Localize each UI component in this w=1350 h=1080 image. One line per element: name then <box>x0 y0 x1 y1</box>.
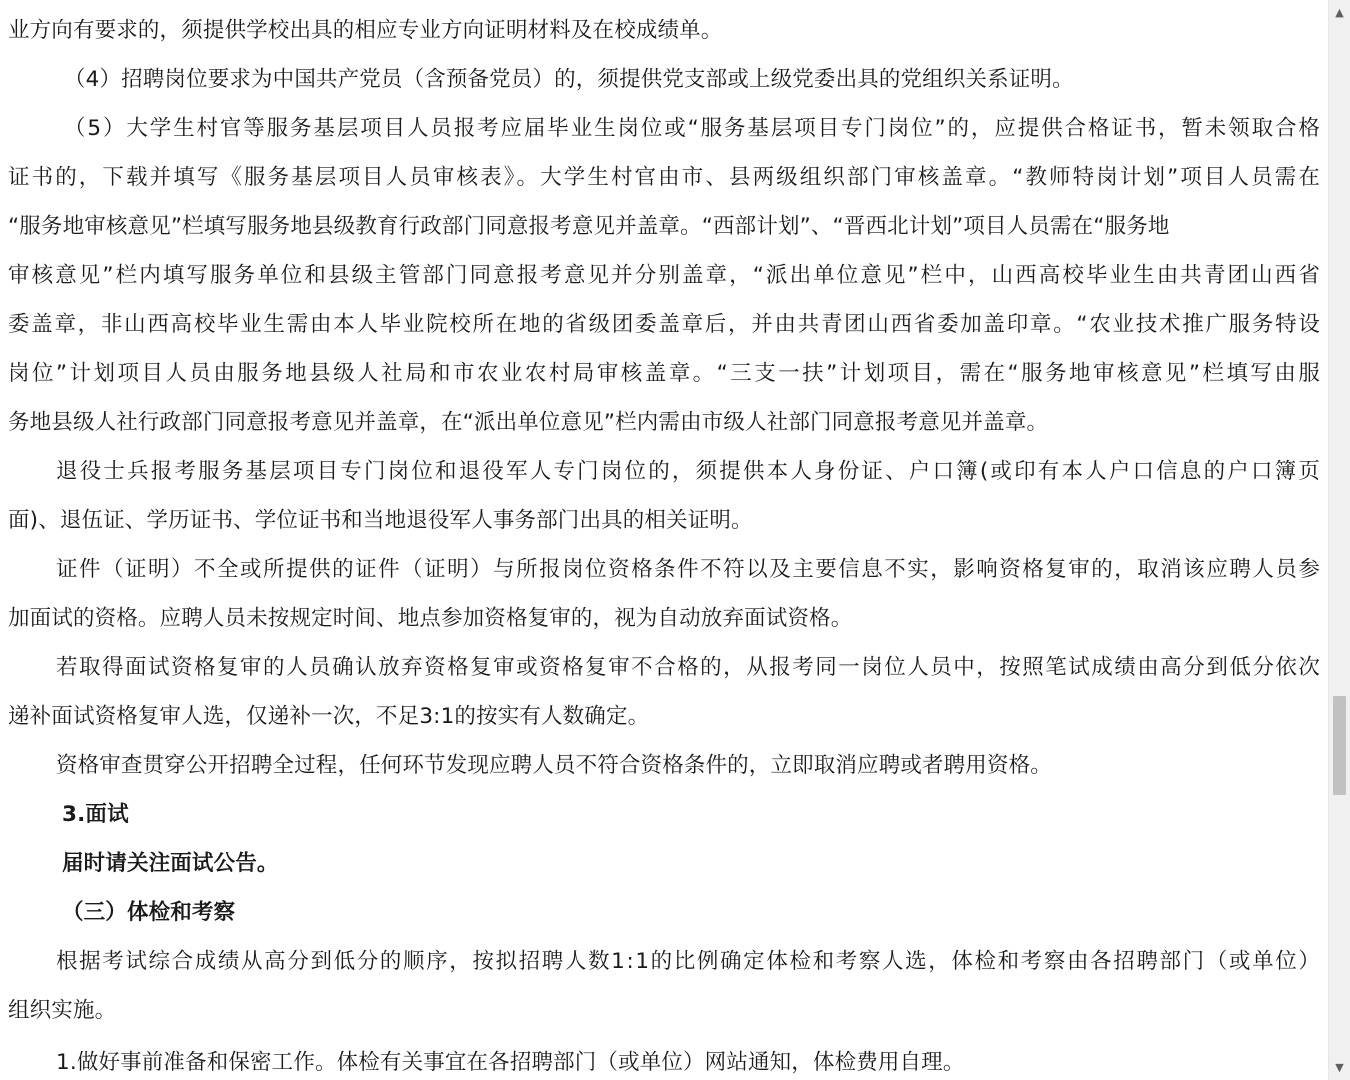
paragraph-line: 加面试的资格。应聘人员未按规定时间、地点参加资格复审的，视为自动放弃面试资格。 <box>8 606 853 631</box>
paragraph-line: 资格审查贯穿公开招聘全过程，任何环节发现应聘人员不符合资格条件的，立即取消应聘或者聘用资格。 <box>56 753 1052 778</box>
scroll-up-arrow-icon[interactable]: ▲ <box>1335 6 1344 19</box>
paragraph-line: 1.做好事前准备和保密工作。体检有关事宜在各招聘部门（或单位）网站通知，体检费用自理。 <box>56 1050 965 1075</box>
paragraph-line: （4）招聘岗位要求为中国共产党员（含预备党员）的，须提供党支部或上级党委出具的党组织关系证明。 <box>64 67 1074 92</box>
paragraph-line: 根据考试综合成绩从高分到低分的顺序，按拟招聘人数1:1的比例确定体检和考察人选，体检和考察由各招聘部门（或单位） <box>56 949 1322 974</box>
paragraph-line: （5）大学生村官等服务基层项目人员报考应届毕业生岗位或“服务基层项目专门岗位”的，应提供合格证书，暂未领取合格 <box>64 116 1322 141</box>
paragraph-line: 组织实施。 <box>8 998 117 1023</box>
paragraph-line: 递补面试资格复审人选，仅递补一次，不足3:1的按实有人数确定。 <box>8 704 650 729</box>
paragraph-line: 审核意见”栏内填写服务单位和县级主管部门同意报考意见并分别盖章，“派出单位意见”栏中，山西高校毕业生由共青团山西省 <box>8 263 1322 288</box>
paragraph-line: 证书的，下载并填写《服务基层项目人员审核表》。大学生村官由市、县两级组织部门审核盖章。“教师特岗计划”项目人员需在 <box>8 165 1322 190</box>
paragraph-line: 退役士兵报考服务基层项目专门岗位和退役军人专门岗位的，须提供本人身份证、户口簿(或印有本人户口信息的户口簿页 <box>56 459 1323 484</box>
paragraph-line: 面)、退伍证、学历证书、学位证书和当地退役军人事务部门出具的相关证明。 <box>8 508 753 533</box>
paragraph-line: 委盖章，非山西高校毕业生需由本人毕业院校所在地的省级团委盖章后，并由共青团山西省委加盖印章。“农业技术推广服务特设 <box>8 312 1322 337</box>
section-heading: 3.面试 <box>62 802 129 827</box>
vertical-scrollbar[interactable] <box>1328 0 1350 1080</box>
paragraph-line: 若取得面试资格复审的人员确认放弃资格复审或资格复审不合格的，从报考同一岗位人员中，按照笔试成绩由高分到低分依次 <box>56 655 1322 680</box>
paragraph-line: 务地县级人社行政部门同意报考意见并盖章，在“派出单位意见”栏内需由市级人社部门同意报考意见并盖章。 <box>8 410 1049 435</box>
paragraph-line: 届时请关注面试公告。 <box>62 851 279 876</box>
scroll-down-arrow-icon[interactable]: ▼ <box>1335 1061 1344 1074</box>
paragraph-line: 岗位”计划项目人员由服务地县级人社局和市农业农村局审核盖章。“三支一扶”计划项目，需在“服务地审核意见”栏填写由服 <box>8 361 1323 386</box>
paragraph-line: 证件（证明）不全或所提供的证件（证明）与所报岗位资格条件不符以及主要信息不实，影响资格复审的，取消该应聘人员参 <box>56 557 1322 582</box>
paragraph-line: 业方向有要求的，须提供学校出具的相应专业方向证明材料及在校成绩单。 <box>8 18 723 43</box>
paragraph-line: “服务地审核意见”栏填写服务地县级教育行政部门同意报考意见并盖章。“西部计划”、“晋西北计划”项目人员需在“服务地 <box>8 214 1170 239</box>
scrollbar-thumb[interactable] <box>1333 696 1346 795</box>
section-heading: （三）体检和考察 <box>62 900 236 925</box>
